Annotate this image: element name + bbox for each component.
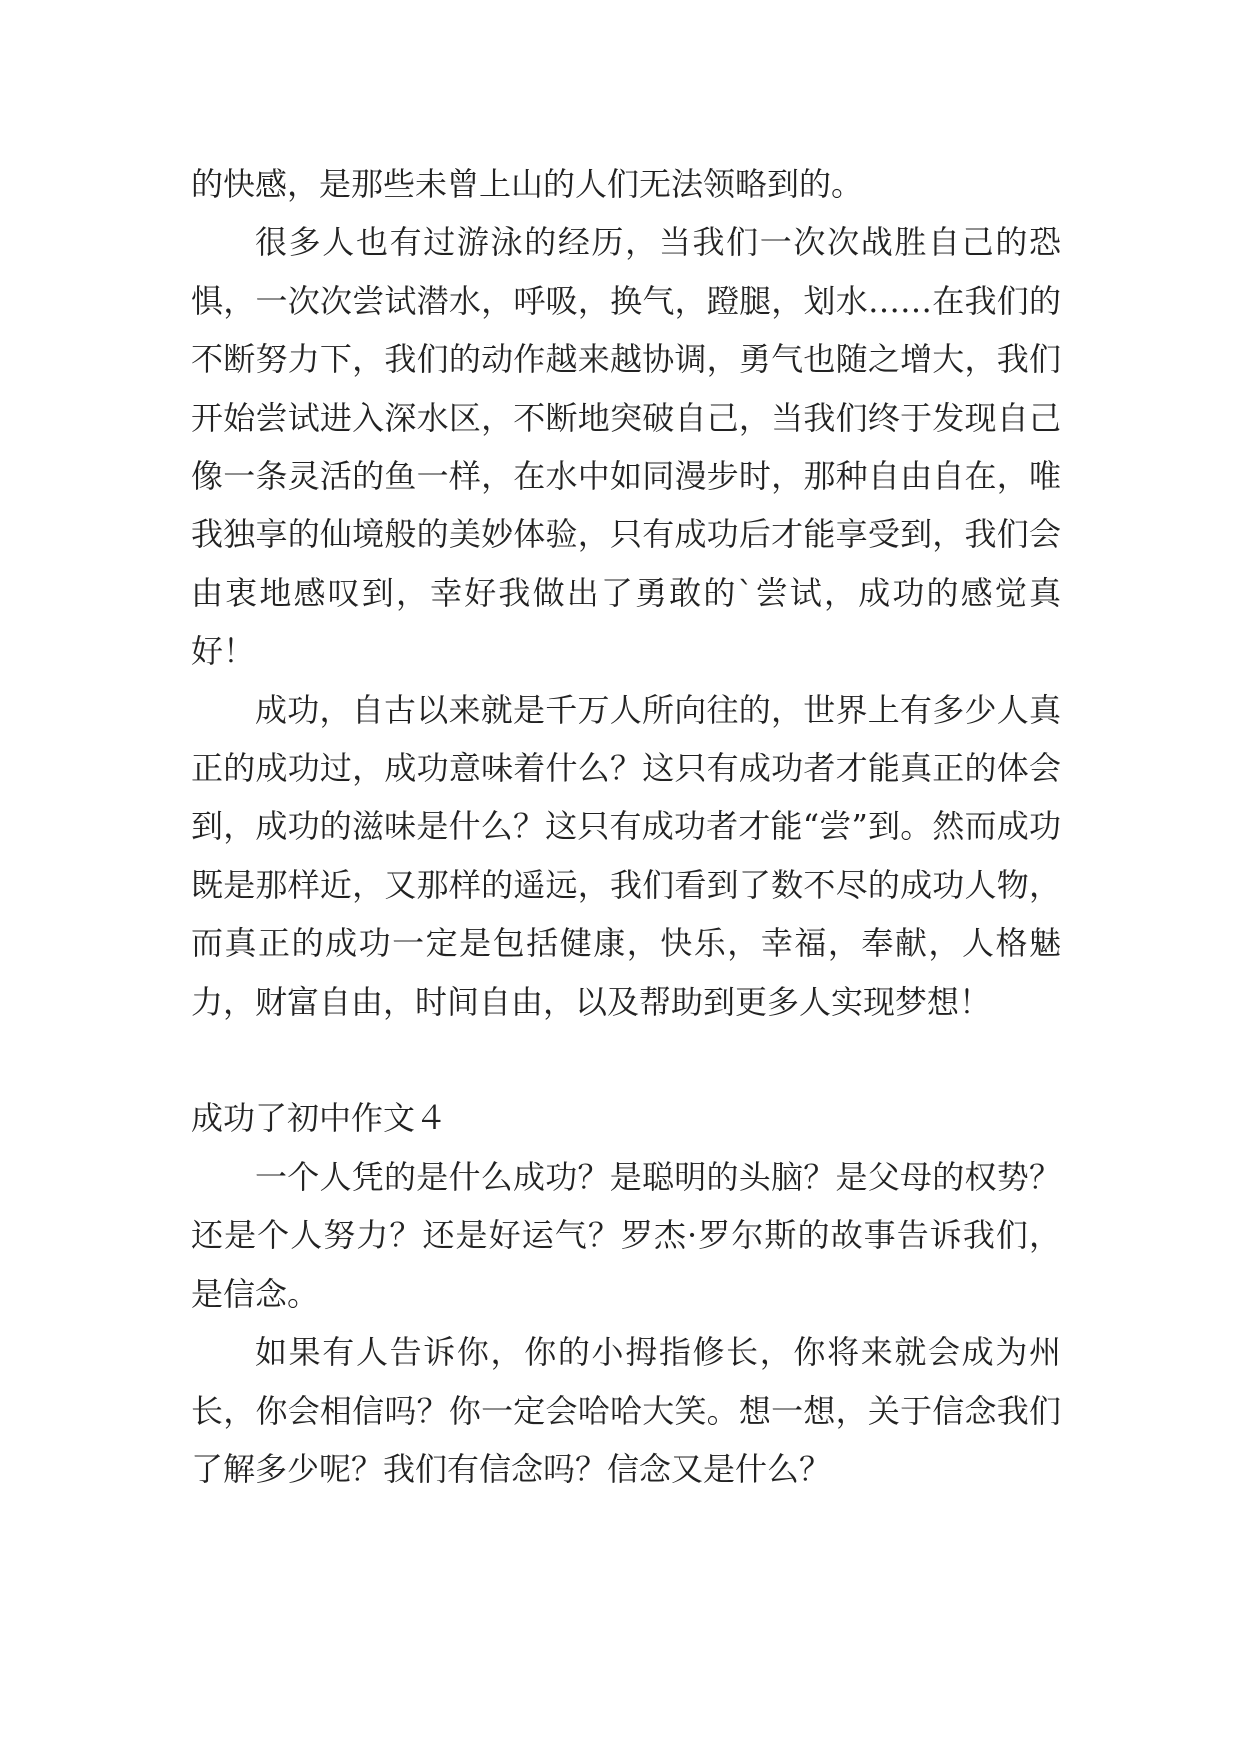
paragraph-belief-intro: 一个人凭的是什么成功？是聪明的头脑？是父母的权势？还是个人努力？还是好运气？罗杰·罗尔斯的故事告诉我们，是信念。 bbox=[191, 1157, 1061, 1313]
paragraph-swimming: 很多人也有过游泳的经历，当我们一次次战胜自己的恐惧，一次次尝试潜水，呼吸，换气，蹬腿，划水……在我们的不断努力下，我们的动作越来越协调，勇气也随之增大，我们开始尝试进入深水区，不断地突破自己，当我们终于发现自己像一条灵活的鱼一样，在水中如同漫步时，那种自由自在，唯我独享的仙境般的美妙体验，只有成功后才能享受到，我们会由衷地感叹到，幸好我做出了勇敢的`尝试，成功的感觉真好！ bbox=[191, 223, 1061, 671]
paragraph-belief-question: 如果有人告诉你，你的小拇指修长，你将来就会成为州长，你会相信吗？你一定会哈哈大笑。想一想，关于信念我们了解多少呢？我们有信念吗？信念又是什么？ bbox=[191, 1333, 1061, 1488]
paragraph-continuation: 的快感，是那些未曾上山的人们无法领略到的。 bbox=[191, 165, 864, 203]
document-body bbox=[191, 155, 1061, 1498]
paragraph-success-meaning: 成功，自古以来就是千万人所向往的，世界上有多少人真正的成功过，成功意味着什么？这只有成功者才能真正的体会到，成功的滋味是什么？这只有成功者才能“尝”到。然而成功既是那样近，又那样的遥远，我们看到了数不尽的成功人物，而真正的成功一定是包括健康，快乐，幸福，奉献，人格魅力，财富自由，时间自由，以及帮助到更多人实现梦想！ bbox=[191, 690, 1061, 1021]
essay-heading: 成功了初中作文４ bbox=[191, 1099, 448, 1138]
